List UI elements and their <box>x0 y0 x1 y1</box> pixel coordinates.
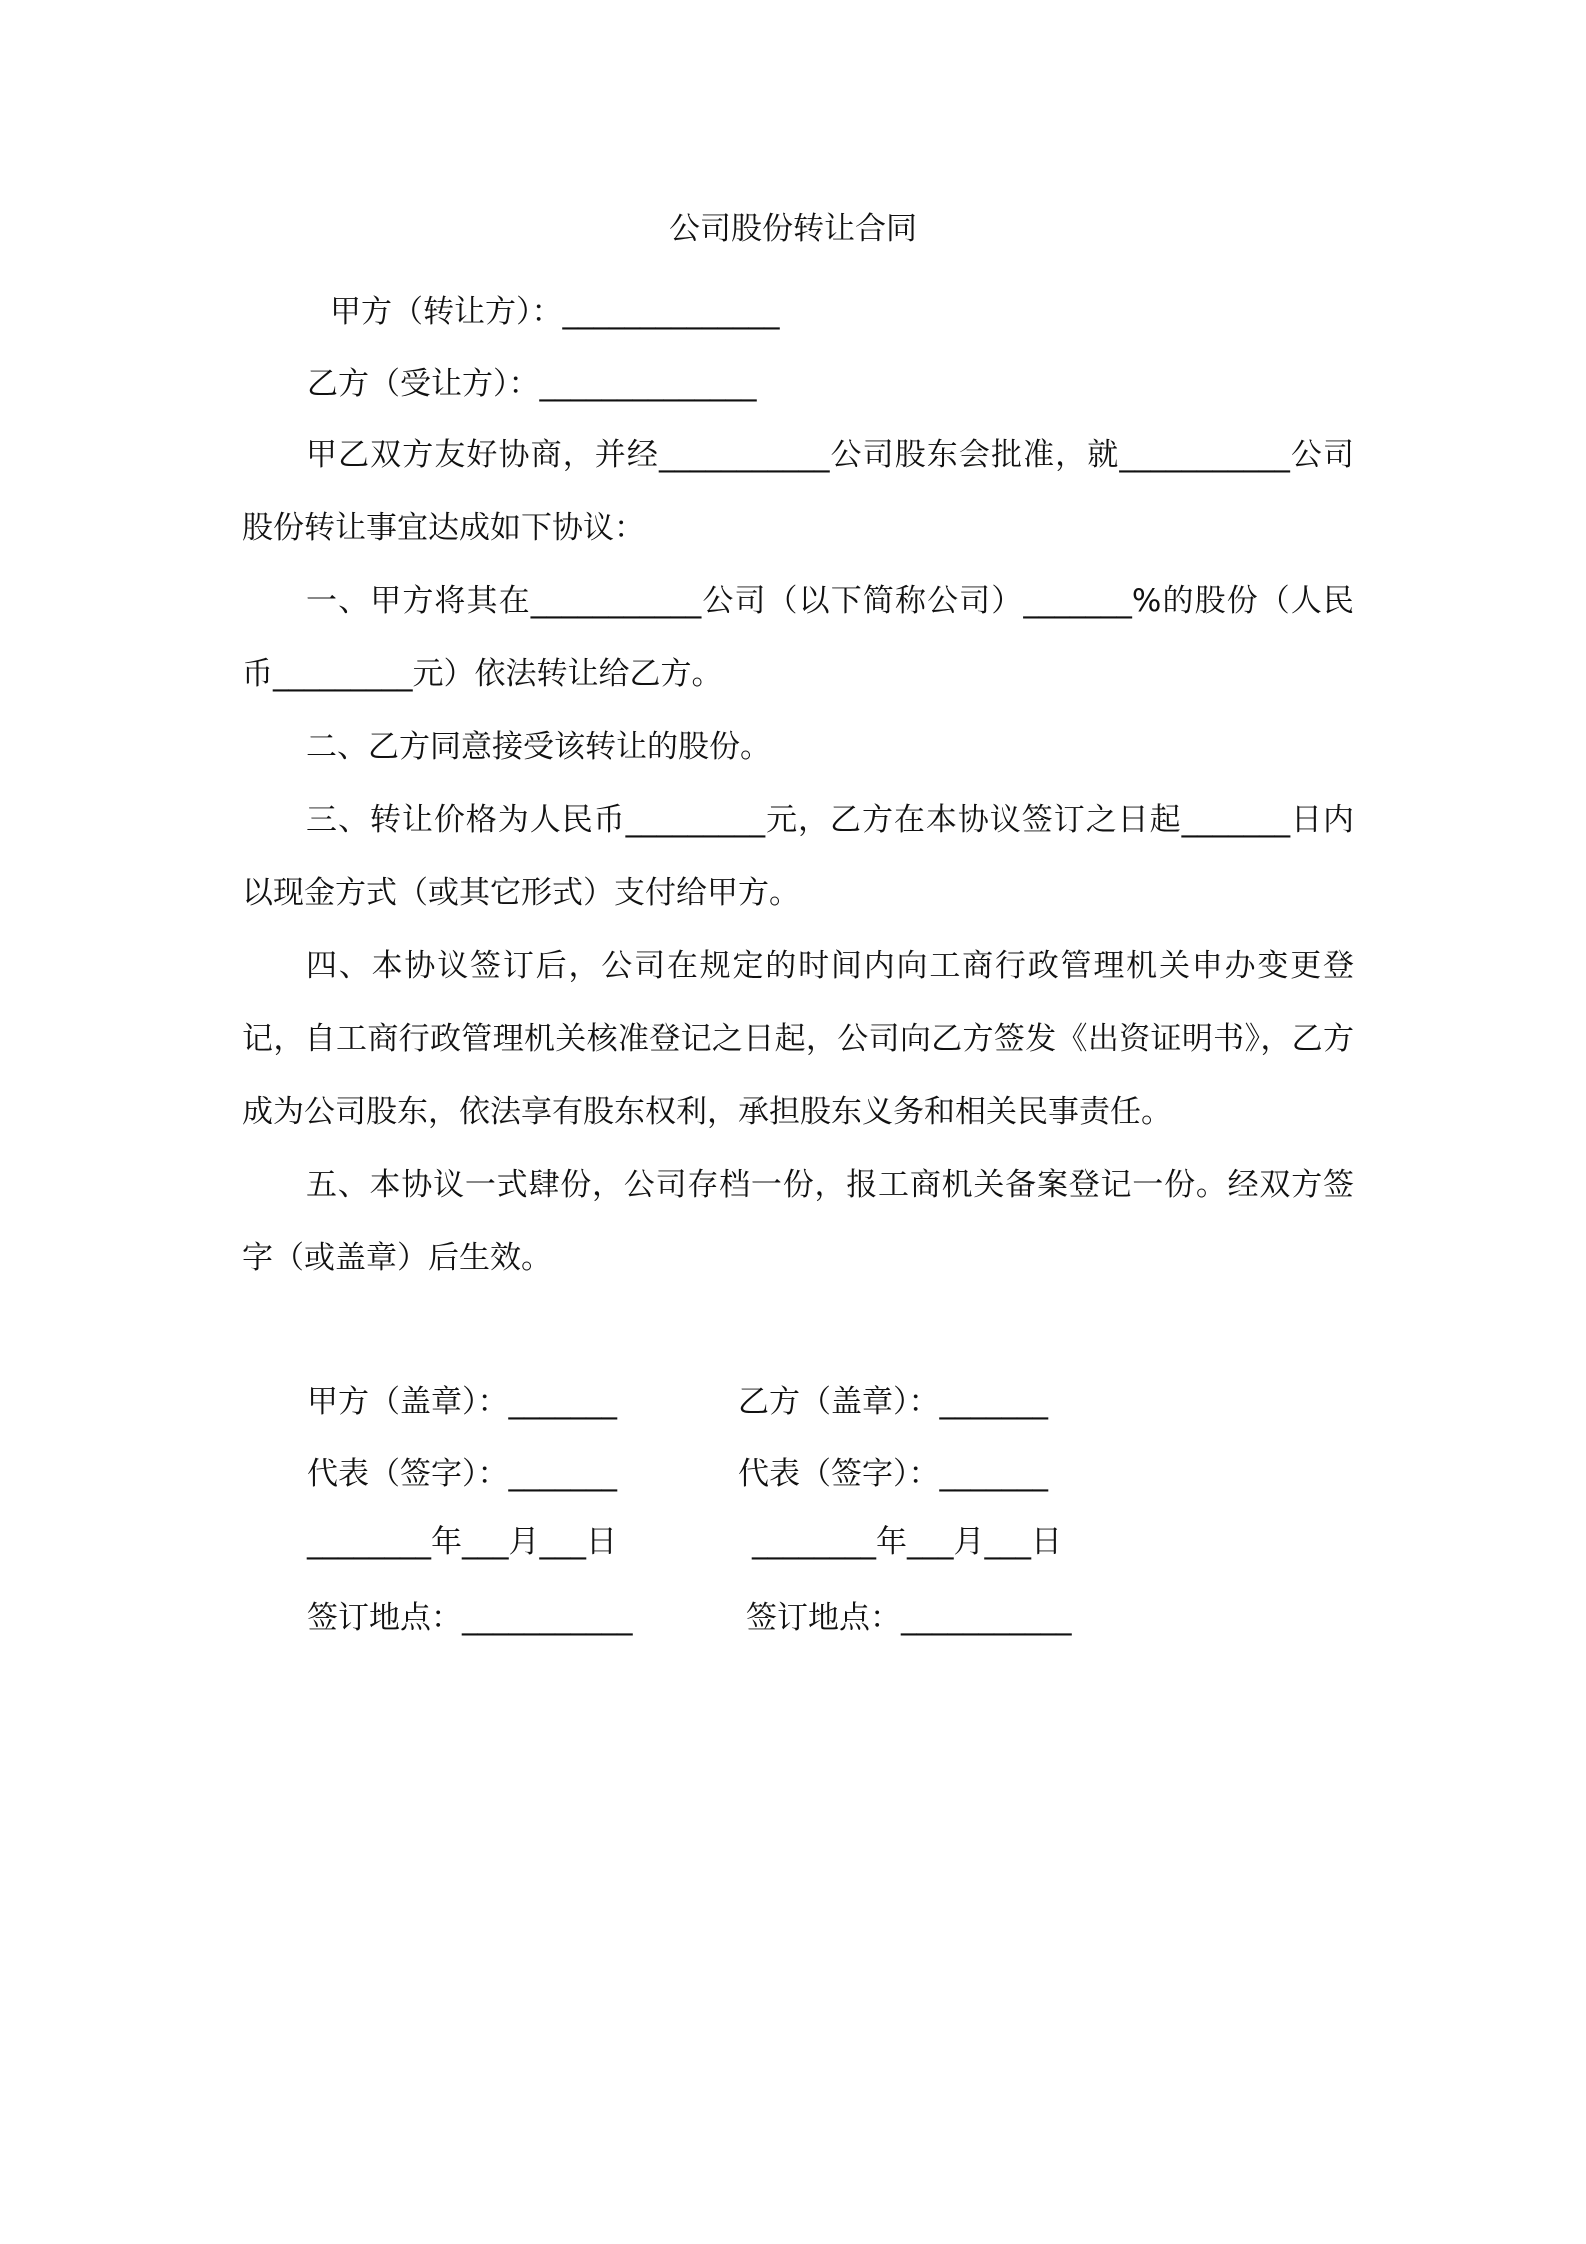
party-a-representative-line: 代表（签字）：_______ <box>307 1456 617 1492</box>
party-a-seal-line: 甲方（盖章）：_______ <box>307 1384 617 1420</box>
party-b-line: 乙方（受让方）：______________ <box>307 366 757 402</box>
party-a-line: 甲方（转让方）：______________ <box>330 294 780 330</box>
party-b-seal-line: 乙方（盖章）：_______ <box>738 1384 1048 1420</box>
party-a-date-line: ________年___月___日 <box>307 1524 617 1560</box>
clause-3-paragraph: 三、转让价格为人民币_________元，乙方在本协议签订之日起_______日内以现金方式（或其它形式）支付给甲方。 <box>242 802 1354 911</box>
preamble-paragraph: 甲乙双方友好协商，并经___________公司股东会批准，就___________公司股份转让事宜达成如下协议： <box>242 437 1354 546</box>
clause-2-paragraph: 二、乙方同意接受该转让的股份。 <box>306 729 771 765</box>
party-b-date-line: ________年___月___日 <box>752 1524 1062 1560</box>
clause-1-paragraph: 一、甲方将其在___________公司（以下简称公司）_______%的股份（人民币_________元）依法转让给乙方。 <box>242 583 1354 692</box>
party-a-place-line: 签订地点：___________ <box>307 1600 633 1636</box>
party-b-place-line: 签订地点：___________ <box>746 1600 1072 1636</box>
party-b-representative-line: 代表（签字）：_______ <box>738 1456 1048 1492</box>
page-title: 公司股份转让合同 <box>669 211 917 247</box>
clause-4-paragraph: 四、本协议签订后，公司在规定的时间内向工商行政管理机关申办变更登记，自工商行政管理机关核准登记之日起，公司向乙方签发《出资证明书》，乙方成为公司股东，依法享有股东权利，承担股东义务和相关民事责任。 <box>242 948 1354 1130</box>
clause-5-paragraph: 五、本协议一式肆份，公司存档一份，报工商机关备案登记一份。经双方签字（或盖章）后生效。 <box>242 1167 1354 1276</box>
